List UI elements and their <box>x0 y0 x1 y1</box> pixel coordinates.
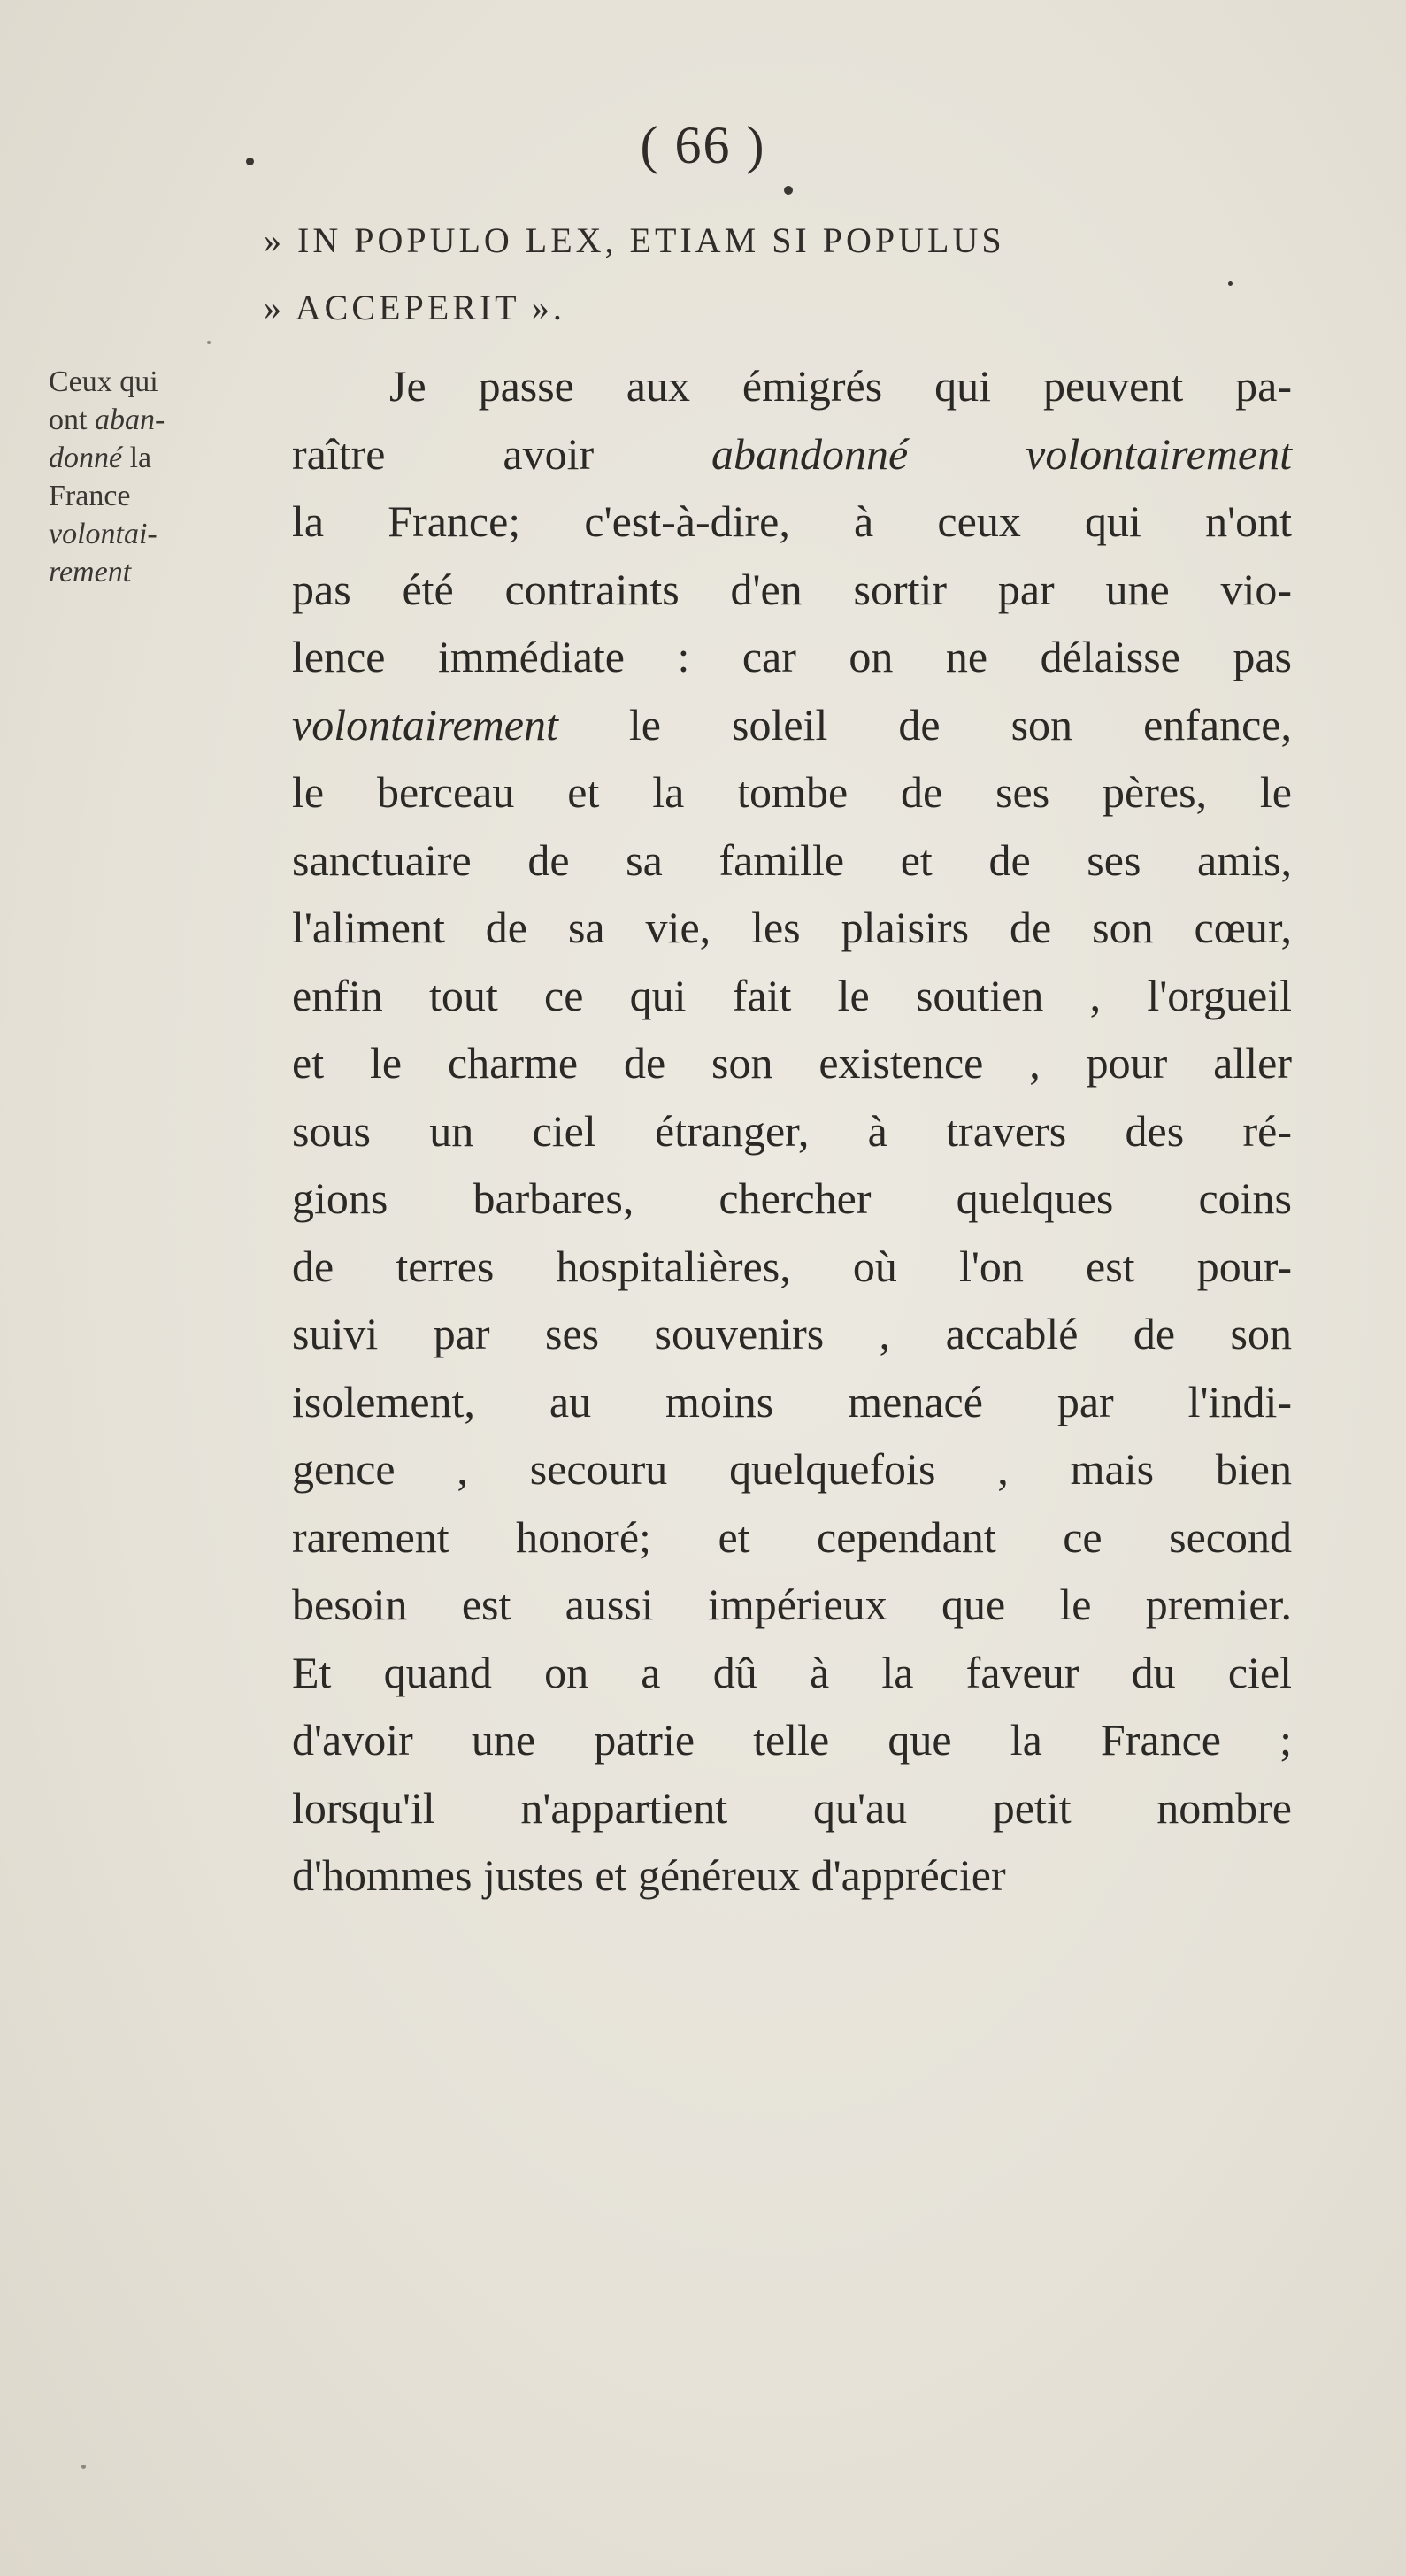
ink-speck <box>246 158 254 165</box>
body-line: gions barbares, chercher quelques coins <box>292 1173 1292 1223</box>
margin-note-line <box>49 401 265 439</box>
margin-note-italic: aban- <box>94 404 165 436</box>
body-text-run: raître avoir <box>292 428 712 479</box>
body-paragraph <box>292 352 1292 1910</box>
ink-speck <box>784 186 793 195</box>
body-line: la France; c'est-à-dire, à ceux qui n'ont <box>292 496 1292 546</box>
body-line <box>292 420 1292 488</box>
body-line: besoin est aussi impérieux que le premier. <box>292 1580 1292 1629</box>
ink-speck <box>207 341 211 344</box>
body-line: Je passe aux émigrés qui peuvent pa- <box>389 361 1292 411</box>
body-line: enfin tout ce qui fait le soutien , l'orgueil <box>292 970 1292 1020</box>
body-line: et le charme de son existence , pour aller <box>292 1038 1292 1088</box>
margin-note-text: la <box>122 442 152 474</box>
body-line: lence immédiate : car on ne délaisse pas <box>292 632 1292 681</box>
body-italic-run: abandonné volontairement <box>711 428 1293 479</box>
body-line: suivi par ses souvenirs , accablé de son <box>292 1309 1292 1358</box>
margin-note-line <box>49 439 265 477</box>
body-line: le berceau et la tombe de ses pères, le <box>292 767 1292 817</box>
body-line: pas été contraints d'en sortir par une vio- <box>292 564 1292 614</box>
margin-note-line: Ceux qui <box>49 365 158 398</box>
margin-note-line: France <box>49 480 131 512</box>
body-line: gence , secouru quelquefois , mais bien <box>292 1444 1292 1494</box>
quotation-line-2: » ACCEPERIT ». <box>264 288 565 327</box>
body-line: de terres hospitalières, où l'on est pour- <box>292 1241 1292 1291</box>
margin-note <box>49 363 265 591</box>
ink-speck <box>1228 281 1233 286</box>
body-line: sanctuaire de sa famille et de ses amis, <box>292 834 1292 885</box>
body-line: d'avoir une patrie telle que la France ; <box>292 1715 1292 1765</box>
margin-note-text: ont <box>49 404 95 436</box>
body-line: lorsqu'il n'appartient qu'au petit nombre <box>292 1782 1292 1833</box>
margin-note-italic: donné <box>49 442 123 474</box>
body-line: rarement honoré; et cependant ce second <box>292 1511 1292 1562</box>
body-line <box>292 691 1292 759</box>
body-text-run: le soleil de son enfance, <box>557 699 1292 750</box>
page-number: ( 66 ) <box>640 116 766 174</box>
margin-note-line <box>49 515 265 553</box>
body-line: l'aliment de sa vie, les plaisirs de son cœur, <box>292 903 1292 952</box>
body-italic-run: volontairement <box>292 699 558 750</box>
body-line: Et quand on a dû à la faveur du ciel <box>292 1647 1292 1697</box>
quotation-line-1: » IN POPULO LEX, ETIAM SI POPULUS <box>264 220 1005 260</box>
ink-speck <box>81 2465 86 2469</box>
margin-note-line <box>49 553 265 591</box>
body-line: d'hommes justes et généreux d'apprécier <box>292 1850 1006 1900</box>
body-line: sous un ciel étranger, à travers des ré- <box>292 1105 1292 1156</box>
body-line: isolement, au moins menacé par l'indi- <box>292 1376 1292 1426</box>
margin-note-italic: volontai- <box>49 518 158 550</box>
margin-note-italic: rement <box>49 556 132 588</box>
